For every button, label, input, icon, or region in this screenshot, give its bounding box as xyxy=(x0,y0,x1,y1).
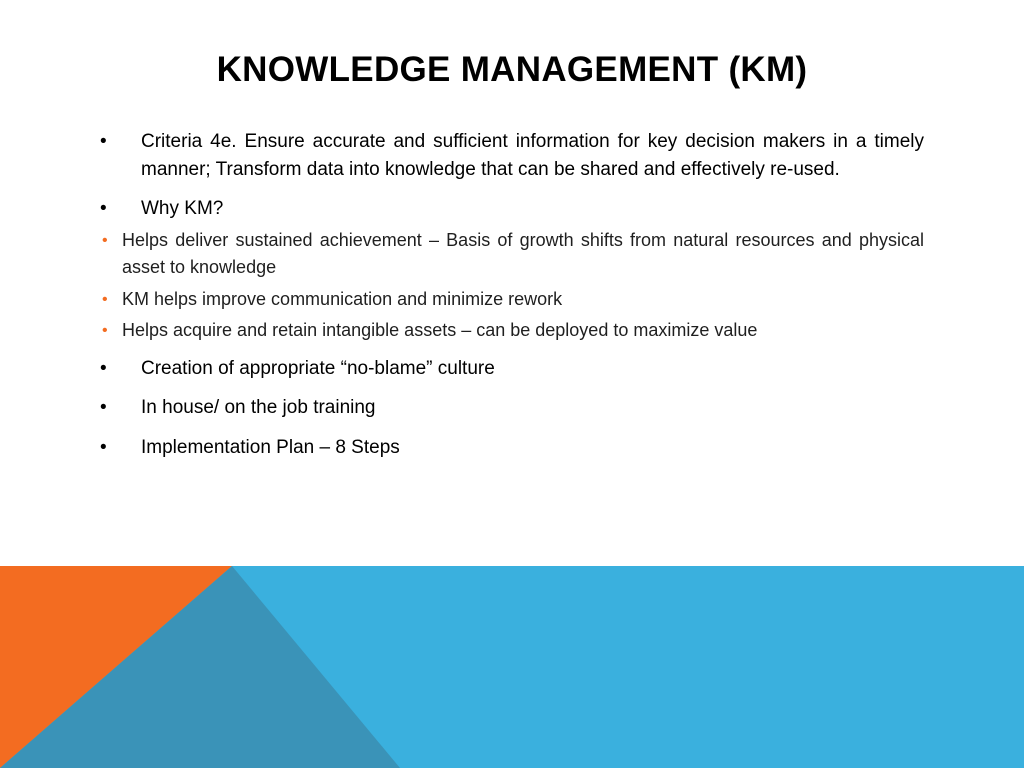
bullet-training xyxy=(100,394,924,422)
bullet-icon: • xyxy=(100,436,107,458)
bullet-icon: • xyxy=(100,198,107,219)
sub-bullet-icon: • xyxy=(102,290,108,308)
bullet-text: Why KM? xyxy=(141,198,224,219)
bullet-no-blame-culture xyxy=(100,355,924,383)
decorative-footer-shapes xyxy=(0,566,1024,768)
bullet-text: Creation of appropriate “no-blame” culture xyxy=(141,357,495,379)
sub-bullet-icon: • xyxy=(102,231,108,249)
bullet-text: Implementation Plan – 8 Steps xyxy=(141,436,400,458)
bullet-text: Criteria 4e. Ensure accurate and sufficient information for key decision makers in a timely manner; Transform data into knowledge that can be shared and effectively re-used. xyxy=(141,131,924,180)
bullet-icon: • xyxy=(100,357,107,379)
bullet-icon: • xyxy=(100,397,107,418)
slide-title: KNOWLEDGE MANAGEMENT (KM) xyxy=(216,50,808,89)
bullet-implementation-plan xyxy=(100,434,924,462)
sub-bullet-intangible-assets xyxy=(100,317,924,345)
sub-bullet-sustained-achievement xyxy=(100,227,924,282)
sub-bullet-text: Helps deliver sustained achievement – Basis of growth shifts from natural resources and physical asset to knowledge xyxy=(122,229,924,277)
sub-bullet-text: KM helps improve communication and minimize rework xyxy=(122,288,563,309)
sub-bullet-communication xyxy=(100,286,924,314)
sub-bullet-text: Helps acquire and retain intangible assets – can be deployed to maximize value xyxy=(122,320,758,340)
slide-body xyxy=(100,128,924,473)
bullet-text: In house/ on the job training xyxy=(141,397,376,418)
bullet-why-km xyxy=(100,195,924,223)
bullet-criteria xyxy=(100,128,924,183)
bullet-icon: • xyxy=(100,131,107,152)
sub-bullet-icon: • xyxy=(102,322,108,339)
